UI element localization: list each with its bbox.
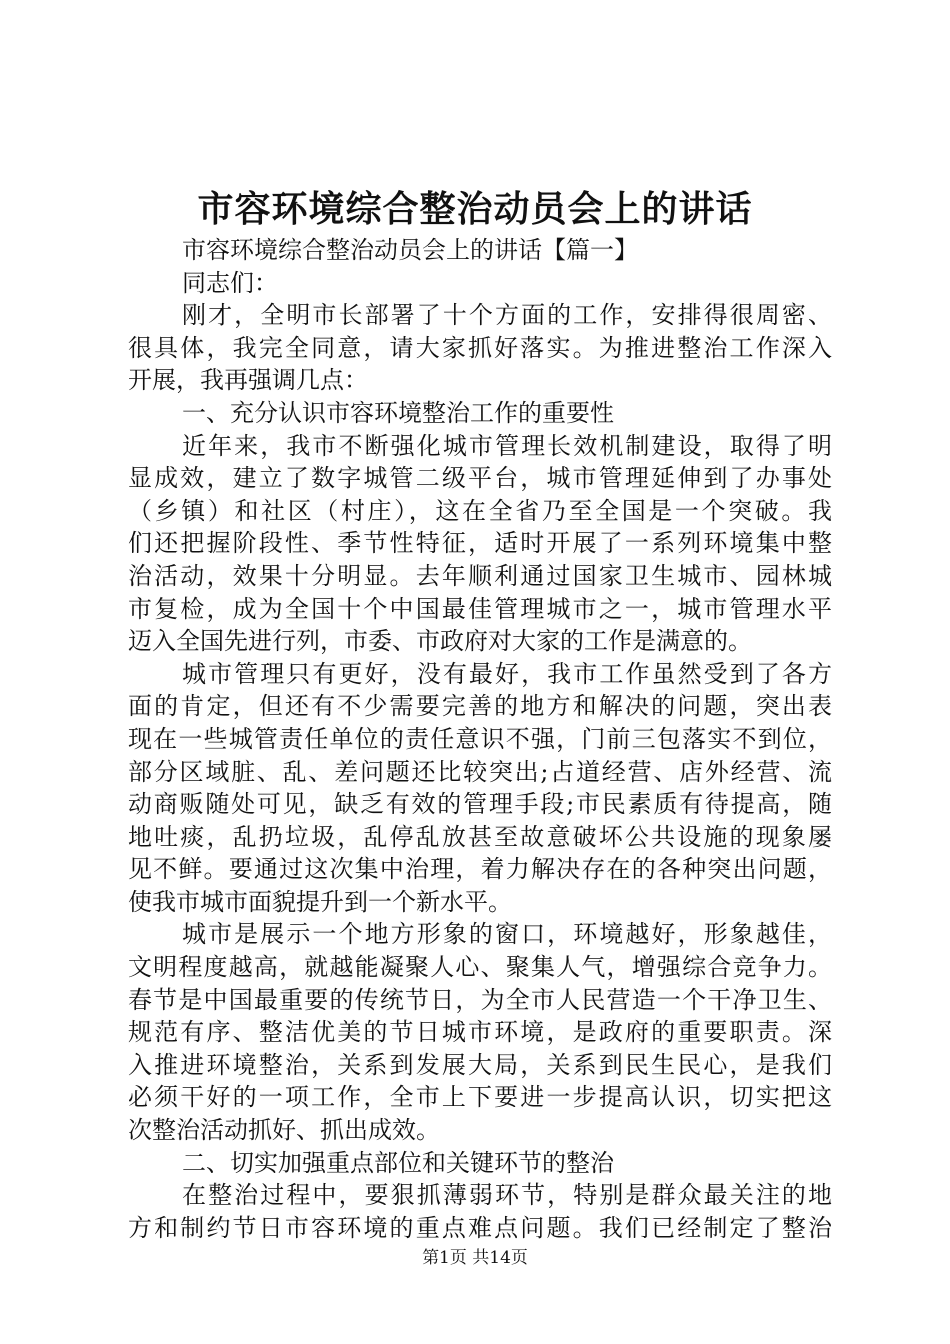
body-line: 们还把握阶段性、季节性特征，适时开展了一系列环境集中整: [128, 529, 832, 558]
body-line: 部分区域脏、乱、差问题还比较突出;占道经营、店外经营、流: [128, 757, 832, 786]
body-line: 方和制约节日市容环境的重点难点问题。我们已经制定了整治: [128, 1213, 832, 1242]
body-line: 地吐痰，乱扔垃圾，乱停乱放甚至故意破坏公共设施的现象屡: [128, 822, 832, 851]
body-line: 近年来，我市不断强化城市管理长效机制建设，取得了明: [182, 431, 832, 460]
body-line: 春节是中国最重要的传统节日，为全市人民营造一个干净卫生、: [128, 985, 832, 1014]
document-title: 市容环境综合整治动员会上的讲话: [197, 188, 753, 230]
body-line: 必须干好的一项工作，全市上下要进一步提高认识，切实把这: [128, 1083, 832, 1112]
body-line: 同志们：: [182, 268, 278, 297]
body-line: 规范有序、整洁优美的节日城市环境，是政府的重要职责。深: [128, 1018, 832, 1047]
body-line: 迈入全国先进行列，市委、市政府对大家的工作是满意的。: [128, 627, 752, 656]
body-line: 面的肯定，但还有不少需要完善的地方和解决的问题，突出表: [128, 692, 832, 721]
body-line: 显成效，建立了数字城管二级平台，城市管理延伸到了办事处: [128, 464, 832, 493]
body-line: 刚才，全明市长部署了十个方面的工作，安排得很周密、: [182, 301, 832, 330]
body-line: 开展，我再强调几点：: [128, 366, 368, 395]
body-line: 很具体，我完全同意，请大家抓好落实。为推进整治工作深入: [128, 333, 832, 362]
body-line: 城市是展示一个地方形象的窗口，环境越好，形象越佳，: [182, 920, 832, 949]
body-line: 动商贩随处可见，缺乏有效的管理手段;市民素质有待提高，随: [128, 790, 832, 819]
body-line: 文明程度越高，就越能凝聚人心、聚集人气，增强综合竞争力。: [128, 953, 832, 982]
body-line: 见不鲜。要通过这次集中治理，着力解决存在的各种突出问题，: [128, 855, 832, 884]
page-footer: 第1页 共14页: [422, 1248, 528, 1268]
body-line: 治活动，效果十分明显。去年顺利通过国家卫生城市、园林城: [128, 561, 832, 590]
body-line: 入推进环境整治，关系到发展大局，关系到民生民心，是我们: [128, 1050, 832, 1079]
document-body: [128, 234, 832, 1244]
body-line: 二、切实加强重点部位和关键环节的整治: [182, 1148, 614, 1177]
body-line: 市容环境综合整治动员会上的讲话【篇一】: [182, 236, 638, 264]
body-line: 市复检，成为全国十个中国最佳管理城市之一，城市管理水平: [128, 594, 832, 623]
body-line: 使我市城市面貌提升到一个新水平。: [128, 887, 512, 916]
body-line: 现在一些城管责任单位的责任意识不强，门前三包落实不到位，: [128, 724, 832, 753]
body-line: 城市管理只有更好，没有最好，我市工作虽然受到了各方: [182, 659, 832, 688]
body-line: 一、充分认识市容环境整治工作的重要性: [182, 398, 614, 427]
body-line: 在整治过程中，要狠抓薄弱环节，特别是群众最关注的地: [182, 1181, 832, 1210]
body-line: （乡镇）和社区（村庄），这在全省乃至全国是一个突破。我: [128, 496, 832, 525]
body-line: 次整治活动抓好、抓出成效。: [128, 1116, 440, 1145]
